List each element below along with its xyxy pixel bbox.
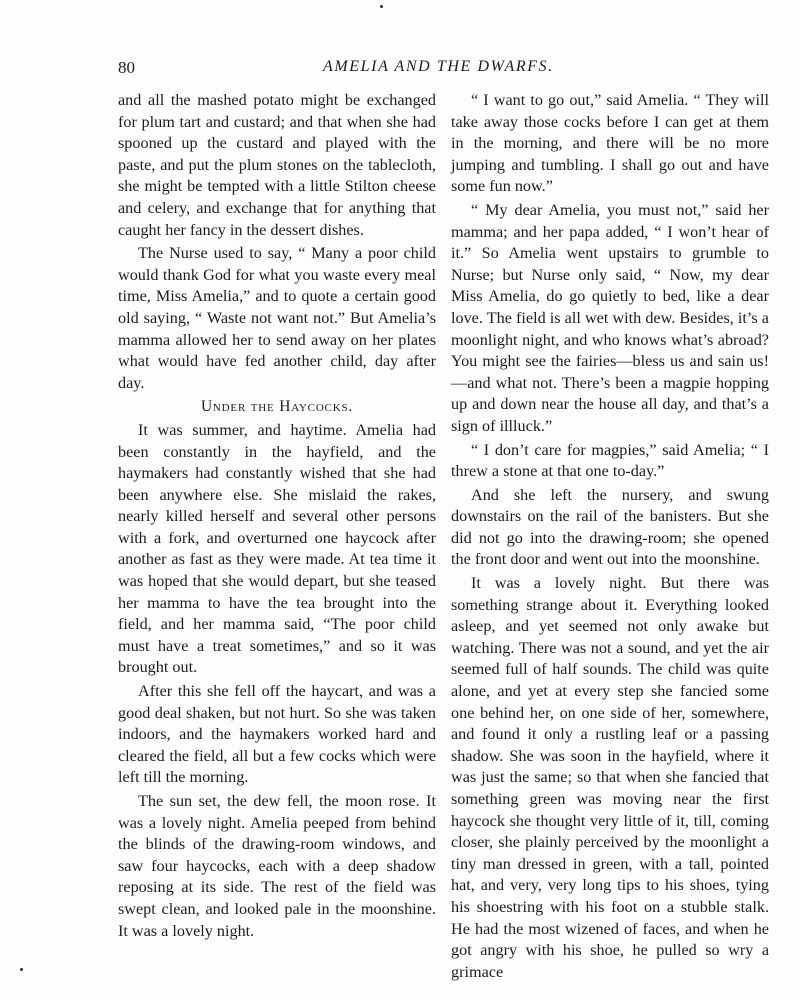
right-column — [451, 90, 769, 985]
paragraph: After this she fell off the haycart, and was a good deal shaken, but not hurt. So she was taken indoors, and the haymakers worked hard and cleared the field, all but a few cocks which were left till the morning. — [118, 682, 436, 787]
left-column — [118, 90, 436, 944]
paragraph: “ I don’t care for magpies,” said Amelia; “ I threw a stone at that one to-day.” — [451, 440, 769, 481]
print-speck — [20, 968, 23, 971]
running-head: AMELIA AND THE DWARFS. — [323, 58, 554, 75]
paragraph: And she left the nursery, and swung downstairs on the rail of the banisters. But she did not go into the drawing-room; she opened the front door and went out into the moonshine. — [451, 485, 769, 569]
paragraph: “ My dear Amelia, you must not,” said her mamma; and her papa added, “ I won’t hear of it.” So Amelia went upstairs to grumble to Nurse; but Nurse only said, “ Now, my dear Miss Amelia, do go quietly to bed, like a dear love. The field is all wet with dew. Besides, it’s a moonlight night, and who knows what’s abroad? You might see the fairies—bless us and sain us!—and what not. There’s been a magpie hopping up and down near the house all day, and that’s a sign of illluck.” — [451, 200, 769, 435]
paragraph: The sun set, the dew fell, the moon rose. It was a lovely night. Amelia peeped from behind the blinds of the drawing-room windows, and saw four haycocks, each with a deep shadow reposing at its side. The rest of the field was swept clean, and looked pale in the moonshine. It was a lovely night. — [118, 792, 436, 940]
section-title: Under the Haycocks. — [200, 398, 354, 416]
page-header — [118, 58, 758, 82]
paragraph: and all the mashed potato might be exchanged for plum tart and custard; and that when she had spooned up the custard and played with the paste, and put the plum stones on the tablecloth, she might be tempted with a little Stilton cheese and celery, and exchange that for anything that caught her fancy in the dessert dishes. — [118, 91, 436, 239]
paragraph: It was summer, and haytime. Amelia had been constantly in the hayfield, and the haymakers had constantly wished that she had been anywhere else. She mislaid the rakes, nearly killed herself and several other persons with a fork, and overturned one haycock after another as fast as they were made. At tea time it was hoped that she would depart, but she teased her mamma to have the tea brought into the field, and her mamma said, “The poor child must have a treat sometimes,” and so it was brought out. — [118, 420, 436, 677]
page-number: 80 — [118, 58, 135, 77]
paragraph: The Nurse used to say, “ Many a poor child would thank God for what you waste every meal time, Miss Amelia,” and to quote a certain good old saying, “ Waste not want not.” But Amelia’s mamma allowed her to send away on her plates what would have fed another child, day after day. — [118, 244, 436, 392]
paragraph: “ I want to go out,” said Amelia. “ They will take away those cocks before I can get at them in the morning, and there will be no more jumping and tumbling. I shall go out and have some fun now.” — [451, 91, 769, 196]
print-speck — [380, 5, 383, 8]
paragraph: It was a lovely night. But there was something strange about it. Everything looked asleep, and yet seemed not only awake but watching. There was not a sound, and yet the air seemed full of half sounds. The child was quite alone, and yet at every step she fancied some one behind her, on one side of her, somewhere, and found it only a rustling leaf or a passing shadow. She was soon in the hayfield, where it was just the same; so that when she fancied that something green was moving near the first haycock she thought very little of it, till, coming closer, she plainly perceived by the moonlight a tiny man dressed in green, with a tall, pointed hat, and very, very long tips to his shoes, tying his shoestring with his foot on a stubble stalk. He had the most wizened of faces, and when he got angry with his shoe, he pulled so wry a grimace — [451, 574, 769, 981]
